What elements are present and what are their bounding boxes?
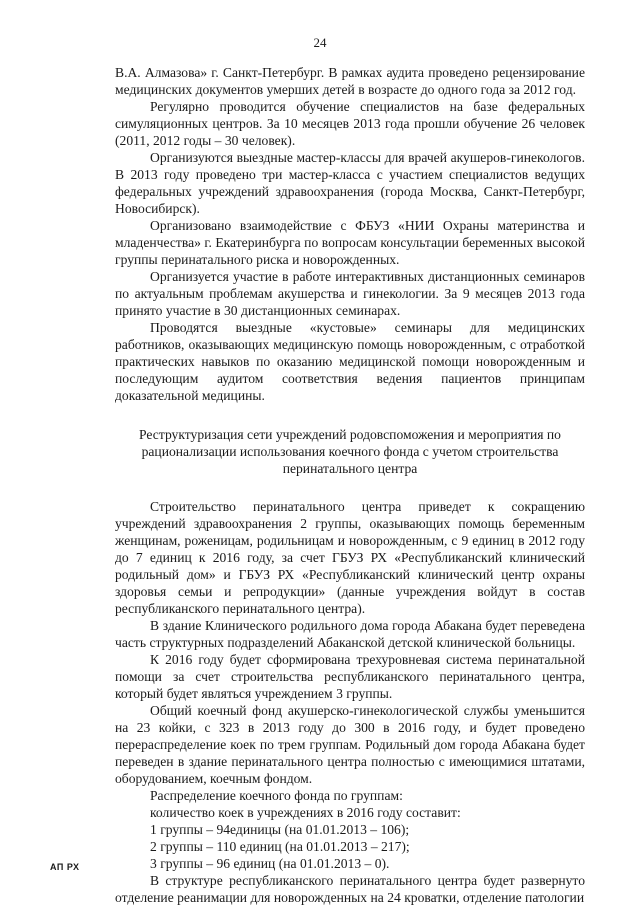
paragraph: К 2016 году будет сформирована трехуровневая система перинатальной помощи за счет строительства республиканского перинатального центра, который будет являться учреждением 3 группы.	[115, 652, 585, 701]
footer-mark: АП РХ	[50, 862, 80, 872]
paragraph: Проводятся выездные «кустовые» семинары для медицинских работников, оказывающих медицинскую помощь новорожденным, с отработкой практических навыков по оказанию медицинской помощи новорожденным и последующим аудитом соответствия ведения пациентов принципам доказательной медицины.	[115, 320, 585, 403]
paragraph: В здание Клинического родильного дома города Абакана будет переведена часть структурных подразделений Абаканской детской клинической больницы.	[115, 618, 585, 650]
paragraph: Организуется участие в работе интерактивных дистанционных семинаров по актуальным проблемам акушерства и гинекологии. За 9 месяцев 2013 года принято участие в 30 дистанционных семинарах.	[115, 269, 585, 318]
list-line: Распределение коечного фонда по группам:	[150, 788, 403, 803]
paragraph: Организовано взаимодействие с ФБУЗ «НИИ Охраны материнства и младенчества» г. Екатеринбурга по вопросам консультации беременных высокой группы перинатального риска и новорожденных.	[115, 218, 585, 267]
paragraph: Регулярно проводится обучение специалистов на базе федеральных симуляционных центров. За 10 месяцев 2013 года прошли обучение 26 человек (2011, 2012 годы – 30 человек).	[115, 99, 585, 148]
paragraph: В структуре республиканского перинатального центра будет развернуто отделение реанимации для новорожденных на 24 кроватки, отделение патологии	[115, 873, 585, 905]
list-line: 1 группы – 94единицы (на 01.01.2013 – 106);	[150, 822, 410, 837]
section-heading: Реструктуризация сети учреждений родовспоможения и мероприятия по рационализации использования коечного фонда с учетом строительства перинатального центра	[139, 427, 561, 476]
list-line: 3 группы – 96 единиц (на 01.01.2013 – 0).	[150, 856, 390, 871]
paragraph: В.А. Алмазова» г. Санкт-Петербург. В рамках аудита проведено рецензирование медицинских документов умерших детей в возрасте до одного года за 2012 год.	[115, 65, 585, 97]
document-body	[115, 64, 585, 906]
list-line: количество коек в учреждениях в 2016 году составит:	[150, 805, 461, 820]
list-line: 2 группы – 110 единиц (на 01.01.2013 – 217);	[150, 839, 410, 854]
page-number: 24	[313, 35, 327, 50]
paragraph: Организуются выездные мастер-классы для врачей акушеров-гинекологов. В 2013 году проведено три мастер-класса с участием специалистов ведущих федеральных учреждений здравоохранения (города Москва, Санкт-Петербург, Новосибирск).	[115, 150, 585, 216]
paragraph: Общий коечный фонд акушерско-гинекологической службы уменьшится на 23 койки, с 323 в 2013 году до 300 в 2016 году, и будет проведено перераспределение коек по трем группам. Родильный дом города Абакана будет переведен в здание перинатального центра полностью с имеющимися штатами, оборудованием, коечным фондом.	[115, 703, 585, 786]
paragraph: Строительство перинатального центра приведет к сокращению учреждений здравоохранения 2 группы, оказывающих помощь беременным женщинам, роженицам, родильницам и новорожденным, с 9 единиц в 2012 году до 7 единиц к 2016 году, за счет ГБУЗ РХ «Республиканский клинический родильный дом» и ГБУЗ РХ «Республиканский клинический центр охраны здоровья семьи и репродукции» (данные учреждения войдут в состав республиканского перинатального центра).	[115, 499, 585, 616]
